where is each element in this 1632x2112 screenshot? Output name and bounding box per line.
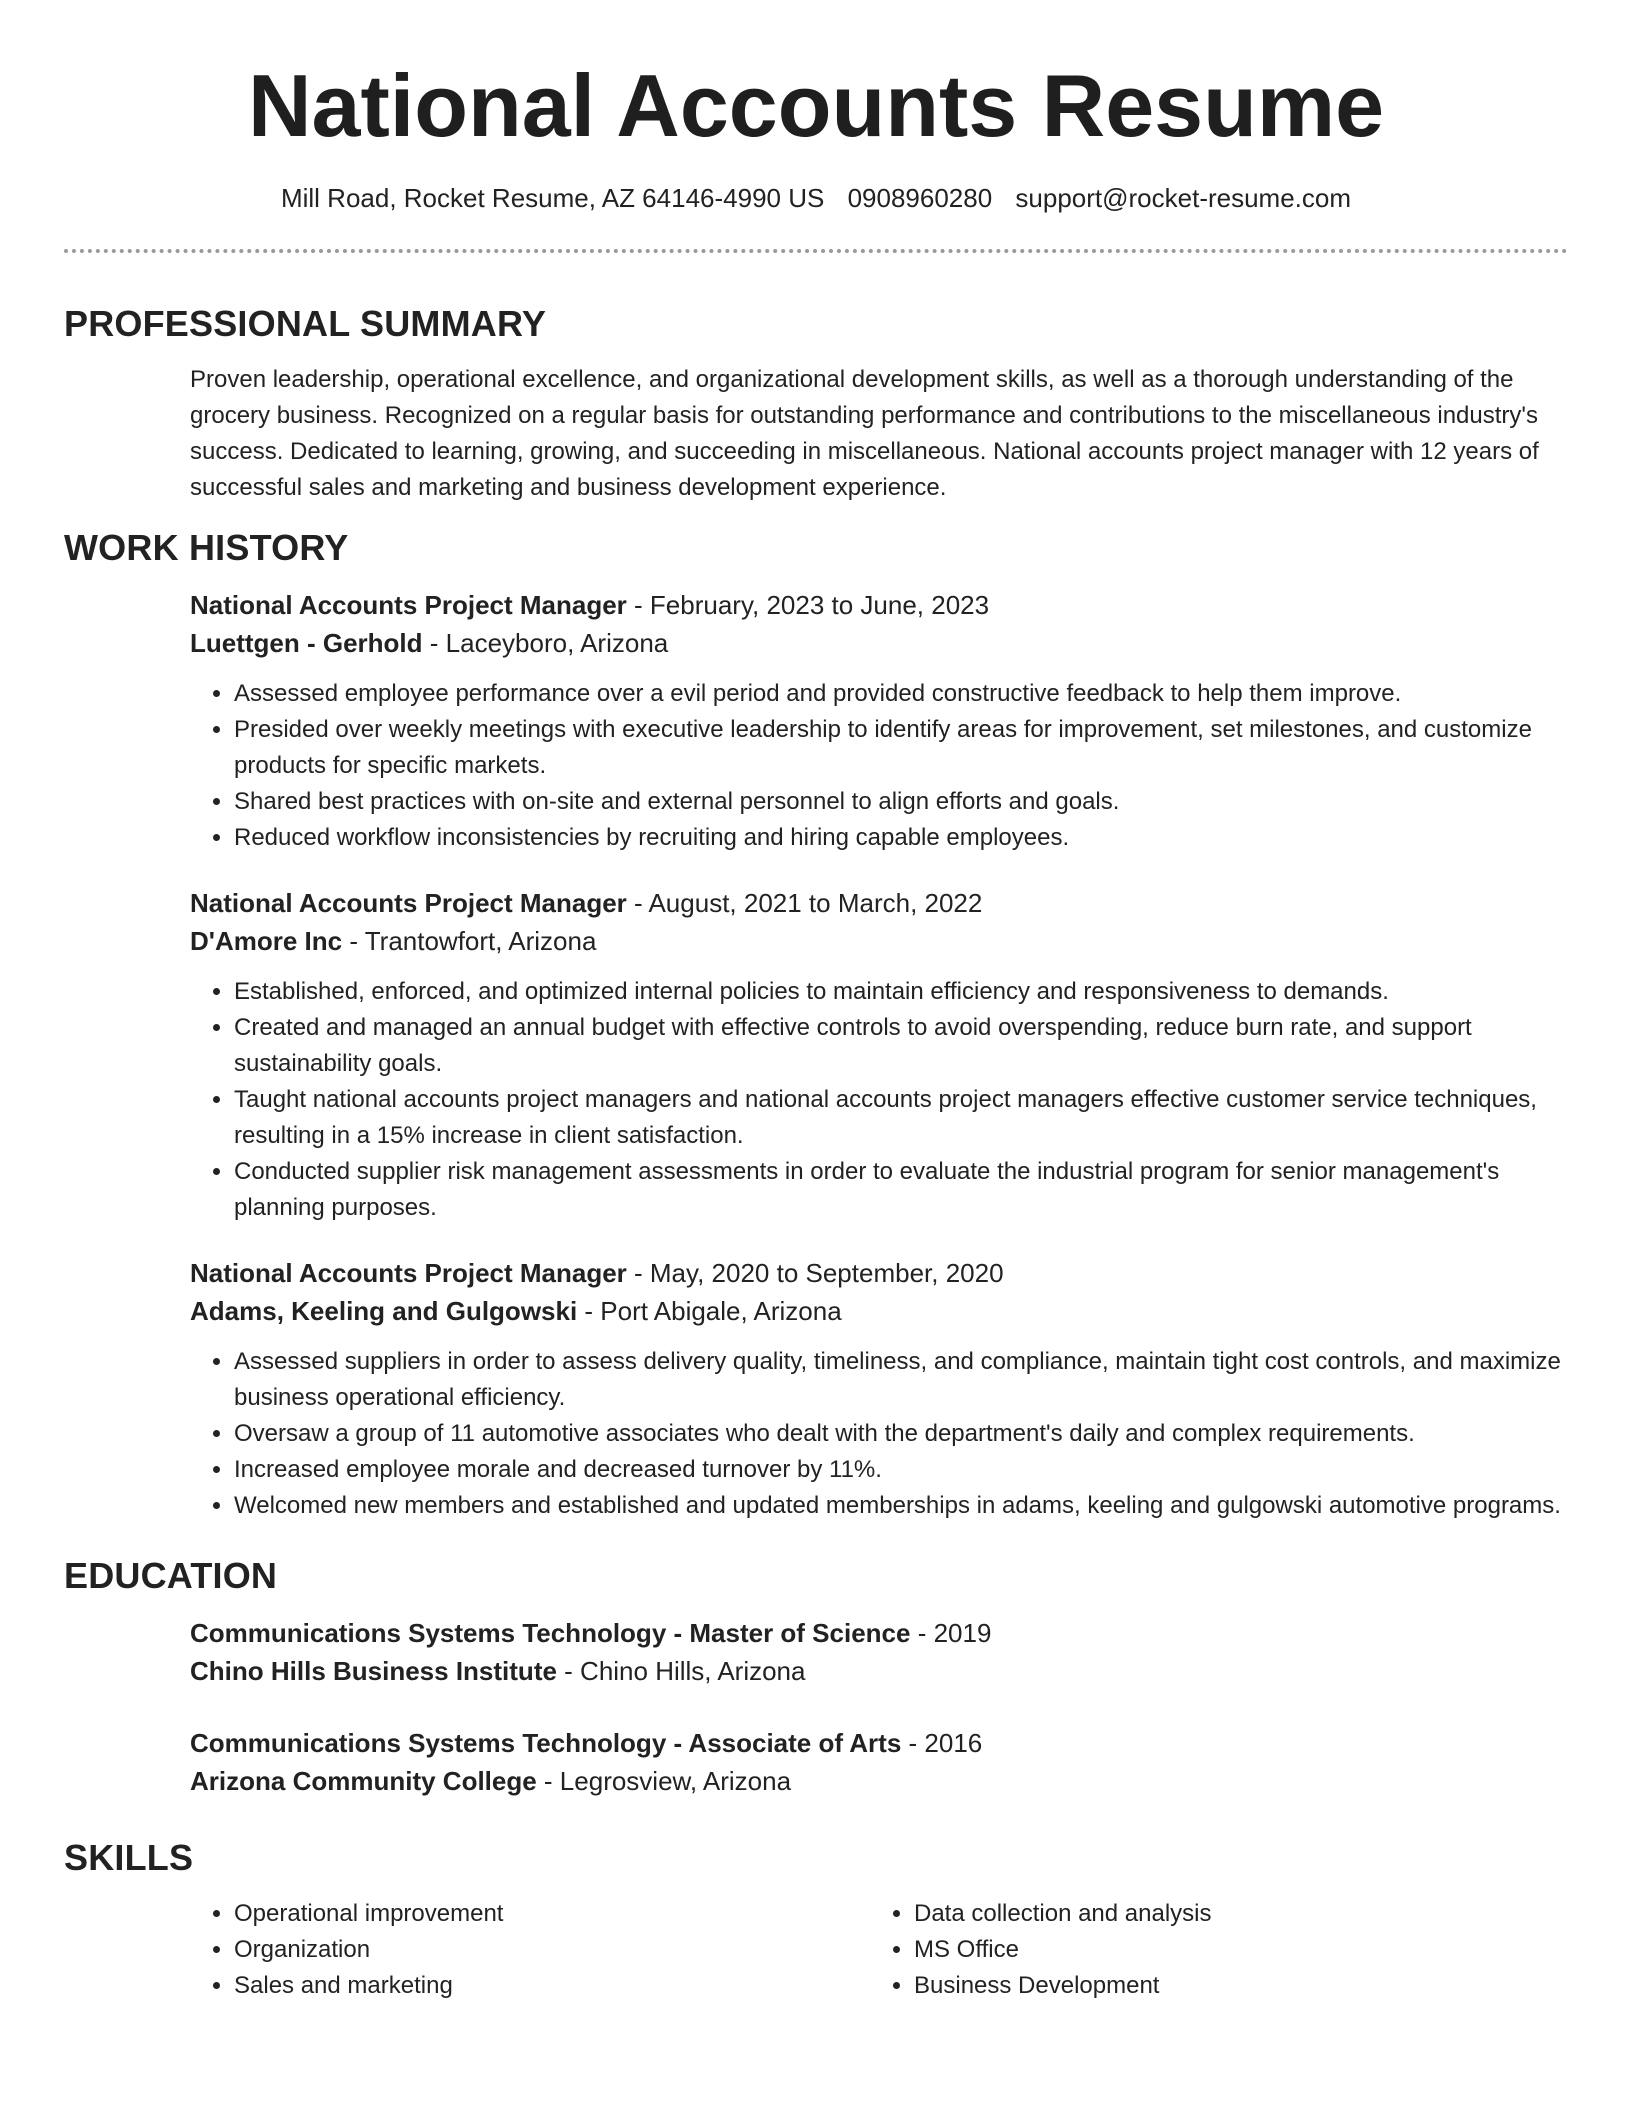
education-section <box>64 1552 1568 1800</box>
degree-year: - 2019 <box>910 1618 992 1648</box>
job-dates: - May, 2020 to September, 2020 <box>626 1258 1004 1288</box>
job-bullet: • Welcomed new members and established and updated memberships in adams, keeling and gulgowski automotive programs. <box>234 1488 1568 1524</box>
job-company-line <box>190 624 1568 662</box>
job-entry <box>190 1254 1568 1524</box>
job-bullet: • Created and managed an annual budget with effective controls to avoid overspending, reduce burn rate, and support sustainability goals. <box>234 1010 1568 1082</box>
summary-text: Proven leadership, operational excellence, and organizational development skills, as well as a thorough understanding of the grocery business. Recognized on a regular basis for outstanding performance and contributions to the miscellaneous industry's success. Dedicated to learning, growing, and succeeding in miscellaneous. National accounts project manager with 12 years of successful sales and marketing and business development experience. <box>190 366 1539 501</box>
degree-year: - 2016 <box>901 1728 983 1758</box>
job-bullets <box>190 676 1568 856</box>
job-bullet: • Reduced workflow inconsistencies by recruiting and hiring capable employees. <box>234 820 1568 856</box>
skills-section <box>64 1834 1568 2004</box>
job-bullet: • Conducted supplier risk management assessments in order to evaluate the industrial program for senior management's planning purposes. <box>234 1154 1568 1226</box>
skill-item: • Data collection and analysis <box>914 1896 1550 1932</box>
job-entry <box>190 884 1568 1226</box>
summary-section <box>64 300 1568 506</box>
job-dates: - February, 2023 to June, 2023 <box>626 590 990 620</box>
job-bullet: • Increased employee morale and decreased turnover by 11%. <box>234 1452 1568 1488</box>
education-entry <box>190 1614 1568 1690</box>
school-location: - Chino Hills, Arizona <box>556 1656 806 1686</box>
work-history-section <box>64 524 1568 1524</box>
skills-columns <box>190 1896 1568 2004</box>
contact-line <box>0 180 1632 216</box>
job-company: Luettgen - Gerhold <box>190 628 423 658</box>
resume-title: National Accounts Resume <box>247 56 1385 155</box>
work-history-heading: WORK HISTORY <box>64 527 349 568</box>
job-title-line <box>190 884 1568 922</box>
job-bullet: • Assessed employee performance over a evil period and provided constructive feedback to help them improve. <box>234 676 1568 712</box>
job-location: - Laceyboro, Arizona <box>422 628 669 658</box>
school-name: Arizona Community College <box>190 1766 537 1796</box>
school-name: Chino Hills Business Institute <box>190 1656 557 1686</box>
degree-name: Communications Systems Technology - Master of Science <box>190 1618 911 1648</box>
school-line <box>190 1652 1568 1690</box>
skills-right-column <box>870 1896 1550 2004</box>
job-company-line <box>190 922 1568 960</box>
job-company-line <box>190 1292 1568 1330</box>
resume-content <box>64 290 1568 2004</box>
job-role: National Accounts Project Manager <box>190 590 627 620</box>
job-bullets <box>190 1344 1568 1524</box>
skill-item: • Organization <box>234 1932 870 1968</box>
skill-item: • Operational improvement <box>234 1896 870 1932</box>
job-location: - Trantowfort, Arizona <box>342 926 597 956</box>
job-company: D'Amore Inc <box>190 926 343 956</box>
job-role: National Accounts Project Manager <box>190 1258 627 1288</box>
job-role: National Accounts Project Manager <box>190 888 627 918</box>
skill-item: • Sales and marketing <box>234 1968 870 2004</box>
job-title-line <box>190 1254 1568 1292</box>
skills-left-column <box>190 1896 870 2004</box>
contact-address: Mill Road, Rocket Resume, AZ 64146-4990 US <box>280 183 825 213</box>
job-dates: - August, 2021 to March, 2022 <box>626 888 983 918</box>
summary-heading: PROFESSIONAL SUMMARY <box>64 303 547 344</box>
job-bullet: • Presided over weekly meetings with executive leadership to identify areas for improvement, set milestones, and customize products for specific markets. <box>234 712 1568 784</box>
job-bullet: • Taught national accounts project managers and national accounts project managers effective customer service techniques, resulting in a 15% increase in client satisfaction. <box>234 1082 1568 1154</box>
degree-line <box>190 1724 1568 1762</box>
contact-phone: 0908960280 <box>847 183 993 213</box>
header-divider <box>64 249 1568 253</box>
skills-heading: SKILLS <box>64 1837 194 1878</box>
job-entry <box>190 586 1568 856</box>
skill-item: • MS Office <box>914 1932 1550 1968</box>
job-bullet: • Oversaw a group of 11 automotive associates who dealt with the department's daily and complex requirements. <box>234 1416 1568 1452</box>
job-title-line <box>190 586 1568 624</box>
job-company: Adams, Keeling and Gulgowski <box>190 1296 578 1326</box>
education-heading: EDUCATION <box>64 1555 278 1596</box>
job-bullet: • Established, enforced, and optimized internal policies to maintain efficiency and responsiveness to demands. <box>234 974 1568 1010</box>
job-bullets <box>190 974 1568 1226</box>
school-line <box>190 1762 1568 1800</box>
job-bullet: • Shared best practices with on-site and external personnel to align efforts and goals. <box>234 784 1568 820</box>
contact-email: support@rocket-resume.com <box>1015 183 1352 213</box>
degree-line <box>190 1614 1568 1652</box>
job-location: - Port Abigale, Arizona <box>577 1296 842 1326</box>
school-location: - Legrosview, Arizona <box>536 1766 792 1796</box>
job-bullet: • Assessed suppliers in order to assess delivery quality, timeliness, and compliance, maintain tight cost controls, and maximize business operational efficiency. <box>234 1344 1568 1416</box>
skill-item: • Business Development <box>914 1968 1550 2004</box>
education-entry <box>190 1724 1568 1800</box>
degree-name: Communications Systems Technology - Associate of Arts <box>190 1728 902 1758</box>
